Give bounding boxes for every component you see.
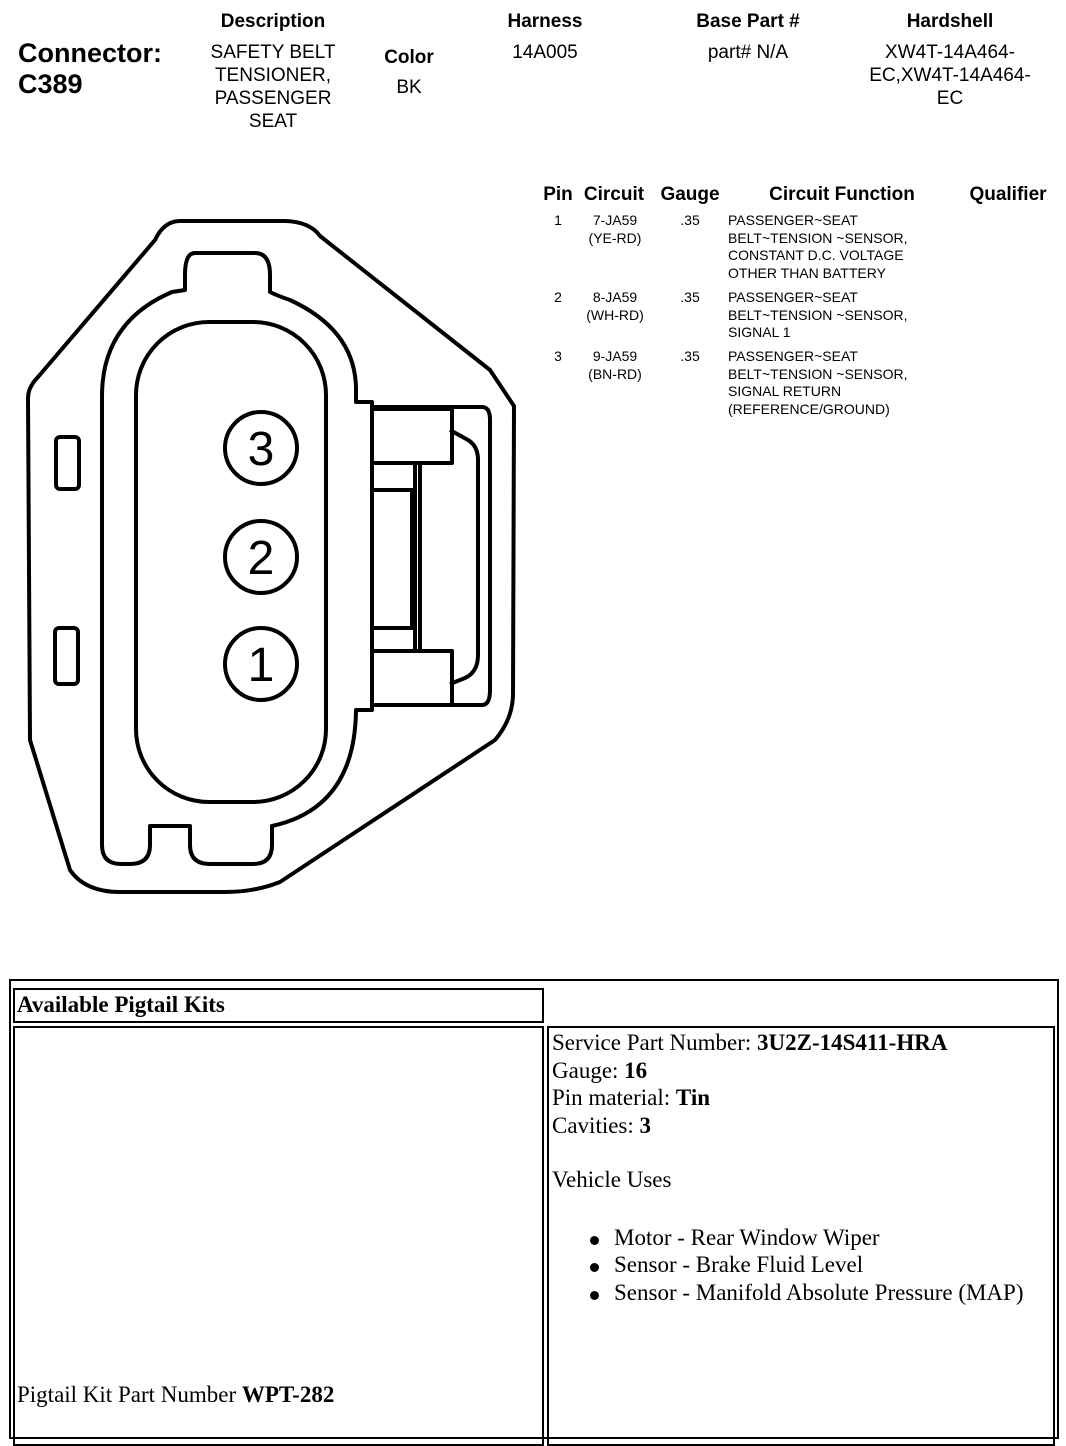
- latch-bottom-block: [372, 651, 452, 705]
- vehicle-use-text: Motor - Rear Window Wiper: [614, 1224, 880, 1250]
- latch-inner: [450, 430, 478, 684]
- hardshell-line: EC: [936, 88, 964, 109]
- function-line: SIGNAL RETURN: [728, 383, 842, 399]
- circuit-line: (WH-RD): [586, 306, 644, 323]
- description-line: TENSIONER,: [214, 65, 332, 86]
- latch-middle: [372, 490, 412, 628]
- pin-table-header-gauge: Gauge: [660, 184, 720, 205]
- function-line: OTHER THAN BATTERY: [728, 264, 886, 281]
- service-part-label: Service Part Number:: [552, 1030, 758, 1055]
- bullet-icon: [590, 1263, 599, 1272]
- description-value: [173, 41, 373, 133]
- connector-label: Connector:: [18, 38, 162, 68]
- hardshell-line: XW4T-14A464-: [885, 42, 1015, 63]
- list-item: [552, 1251, 1052, 1279]
- cavities-label: Cavities:: [552, 1112, 640, 1138]
- vehicle-use-text: Sensor - Manifold Absolute Pressure (MAP): [614, 1279, 1024, 1305]
- gauge-line: [552, 1057, 1052, 1085]
- pin-row-circuit: [572, 212, 658, 247]
- kit-part-value: WPT-282: [241, 1382, 335, 1407]
- pin-row-circuit: [572, 348, 658, 383]
- circuit-line: 7-JA59: [592, 212, 638, 228]
- pin-row-function: [728, 212, 958, 282]
- service-part-value: 3U2Z-14S411-HRA: [757, 1030, 948, 1055]
- circuit-line: 8-JA59: [592, 289, 638, 305]
- pin-table-header-pin: Pin: [543, 184, 573, 205]
- pin-row-pin: 3: [554, 348, 562, 364]
- function-line: SIGNAL 1: [728, 324, 791, 340]
- hardshell-value: [840, 41, 1060, 110]
- color-label: Color: [384, 47, 434, 68]
- harness-value: 14A005: [512, 42, 578, 63]
- harness-label: Harness: [507, 11, 583, 32]
- description-line: PASSENGER: [214, 88, 332, 109]
- pin-row-pin: 2: [554, 289, 562, 305]
- cavities-line: [552, 1112, 1052, 1140]
- base-part-value: part# N/A: [707, 42, 789, 63]
- pin-material-line: [552, 1084, 1052, 1112]
- latch-outer: [372, 407, 490, 705]
- pin-number-1: 1: [247, 639, 275, 692]
- pigtail-title: Available Pigtail Kits: [17, 992, 225, 1017]
- pin-material-label: Pin material:: [552, 1085, 676, 1110]
- function-line: (REFERENCE/GROUND): [728, 400, 890, 417]
- pin-row-gauge: .35: [680, 212, 700, 228]
- circuit-line: 9-JA59: [592, 348, 638, 364]
- pin-table-header-circuit: Circuit: [583, 184, 645, 205]
- connector-id: C389: [18, 69, 83, 99]
- pin-table-header-function: Circuit Function: [769, 184, 915, 205]
- base-part-label: Base Part #: [696, 11, 800, 32]
- latch-top-block: [372, 409, 452, 463]
- pin-table-header-qualifier: Qualifier: [969, 184, 1047, 205]
- gauge-label: Gauge:: [552, 1057, 625, 1083]
- pigtail-kit-part-number: [17, 1381, 334, 1409]
- hardshell-line: EC,XW4T-14A464-: [869, 65, 1031, 86]
- pin-number-2: 2: [247, 532, 275, 585]
- circuit-line: (BN-RD): [588, 365, 642, 382]
- list-item: [552, 1279, 1052, 1307]
- side-slot-top: [56, 437, 79, 489]
- color-value: BK: [396, 77, 422, 98]
- vehicle-use-text: Sensor - Brake Fluid Level: [614, 1252, 864, 1277]
- pin-row-pin: 1: [554, 212, 562, 228]
- pin-row-function: [728, 289, 958, 342]
- hardshell-label: Hardshell: [906, 11, 994, 32]
- description-line: SAFETY BELT: [210, 42, 336, 63]
- pin-row-circuit: [572, 289, 658, 324]
- pigtail-details: [552, 1029, 1052, 1306]
- connector-title: [18, 38, 162, 100]
- latch-rail: [415, 463, 420, 651]
- function-line: BELT~TENSION ~SENSOR,: [728, 229, 908, 246]
- service-part-number: [552, 1029, 1052, 1057]
- description-label: Description: [220, 11, 326, 32]
- function-line: PASSENGER~SEAT: [728, 212, 858, 228]
- function-line: PASSENGER~SEAT: [728, 348, 858, 364]
- function-line: CONSTANT D.C. VOLTAGE: [728, 247, 904, 263]
- pin-row-gauge: .35: [680, 289, 700, 305]
- pin-row-function: [728, 348, 958, 418]
- function-line: PASSENGER~SEAT: [728, 289, 858, 305]
- kit-part-label: Pigtail Kit Part Number: [17, 1382, 242, 1407]
- pin-row-gauge: .35: [680, 348, 700, 364]
- vehicle-uses-list: [552, 1224, 1052, 1307]
- circuit-line: (YE-RD): [588, 229, 642, 246]
- vehicle-uses-label: Vehicle Uses: [552, 1167, 672, 1192]
- function-line: BELT~TENSION ~SENSOR,: [728, 365, 908, 382]
- bullet-icon: [590, 1291, 599, 1300]
- gauge-value: 16: [624, 1057, 648, 1083]
- function-line: BELT~TENSION ~SENSOR,: [728, 306, 908, 323]
- list-item: [552, 1224, 1052, 1252]
- pin-material-value: Tin: [675, 1085, 711, 1110]
- bullet-icon: [590, 1236, 599, 1245]
- connector-face-diagram: [0, 200, 540, 920]
- cavities-value: 3: [639, 1112, 652, 1138]
- description-line: SEAT: [248, 111, 298, 132]
- side-slot-bottom: [55, 628, 78, 684]
- pin-number-3: 3: [247, 423, 275, 476]
